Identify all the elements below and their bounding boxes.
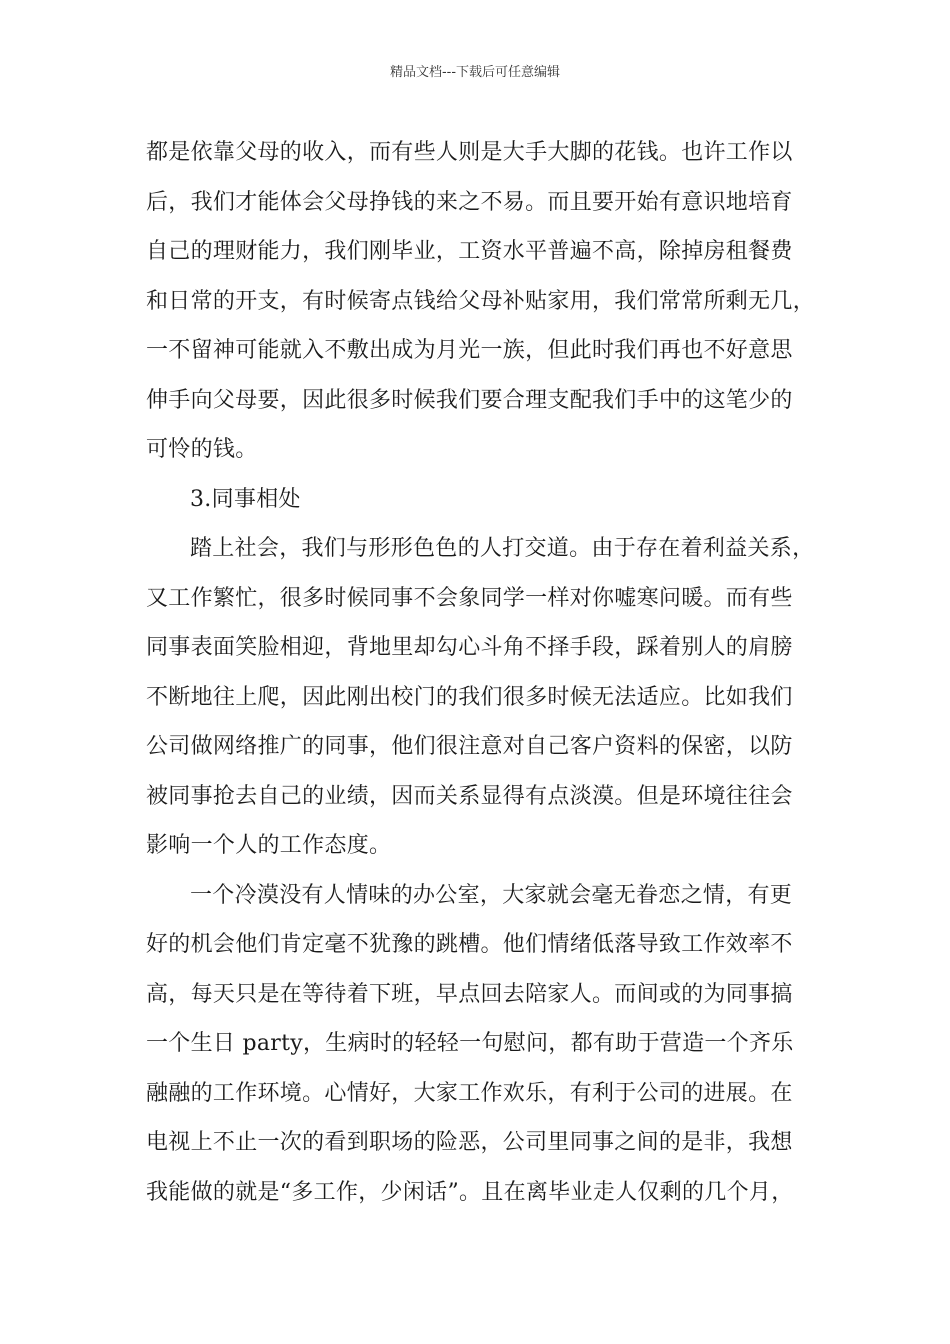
text-line: 一不留神可能就入不敷出成为月光一族，但此时我们再也不好意思 [146, 338, 793, 363]
text-line: 不断地往上爬，因此刚出校门的我们很多时候无法适应。比如我们 [146, 684, 793, 710]
text-line: 融融的工作环境。心情好，大家工作欢乐，有利于公司的进展。在 [146, 1080, 793, 1106]
text-line: 和日常的开支，有时候寄点钱给父母补贴家用，我们常常所剩无几， [146, 288, 816, 314]
document-body [146, 128, 816, 1217]
text-line: 又工作繁忙，很多时候同事不会象同学一样对你嘘寒问暖。而有些 [146, 585, 793, 611]
text-line: 一个生日 party，生病时的轻轻一句慰问，都有助于营造一个齐乐 [146, 1031, 794, 1056]
page-header: 精品文档---下载后可任意编辑 [389, 65, 561, 80]
text-line: 好的机会他们肯定毫不犹豫的跳槽。他们情绪低落导致工作效率不 [146, 932, 793, 957]
text-line: 踏上社会，我们与形形色色的人打交道。由于存在着利益关系， [190, 536, 815, 561]
text-line: 被同事抢去自己的业绩，因而关系显得有点淡漠。但是环境往往会 [146, 783, 793, 809]
text-line: 电视上不止一次的看到职场的险恶，公司里同事之间的是非，我想 [146, 1130, 793, 1155]
text-line: 后，我们才能体会父母挣钱的来之不易。而且要开始有意识地培育 [146, 189, 793, 215]
text-line: 影响一个人的工作态度。 [146, 833, 392, 858]
text-line: 可怜的钱。 [146, 437, 258, 462]
text-line: 同事表面笑脸相迎，背地里却勾心斗角不择手段，踩着别人的肩膀 [146, 635, 793, 660]
text-line: 公司做网络推广的同事，他们很注意对自己客户资料的保密，以防 [146, 734, 793, 759]
text-line: 都是依靠父母的收入，而有些人则是大手大脚的花钱。也许工作以 [146, 140, 793, 165]
text-line: 一个冷漠没有人情味的办公室，大家就会毫无眷恋之情，有更 [190, 882, 793, 908]
text-line: 高，每天只是在等待着下班，早点回去陪家人。而间或的为同事搞 [146, 981, 793, 1007]
text-line: 伸手向父母要，因此很多时候我们要合理支配我们手中的这笔少的 [146, 387, 793, 413]
text-line: 我能做的就是“多工作，少闲话”。且在离毕业走人仅剩的几个月， [146, 1179, 794, 1205]
section-heading: 3.同事相处 [190, 486, 301, 512]
text-line: 自己的理财能力，我们刚毕业，工资水平普遍不高，除掉房租餐费 [146, 239, 793, 264]
